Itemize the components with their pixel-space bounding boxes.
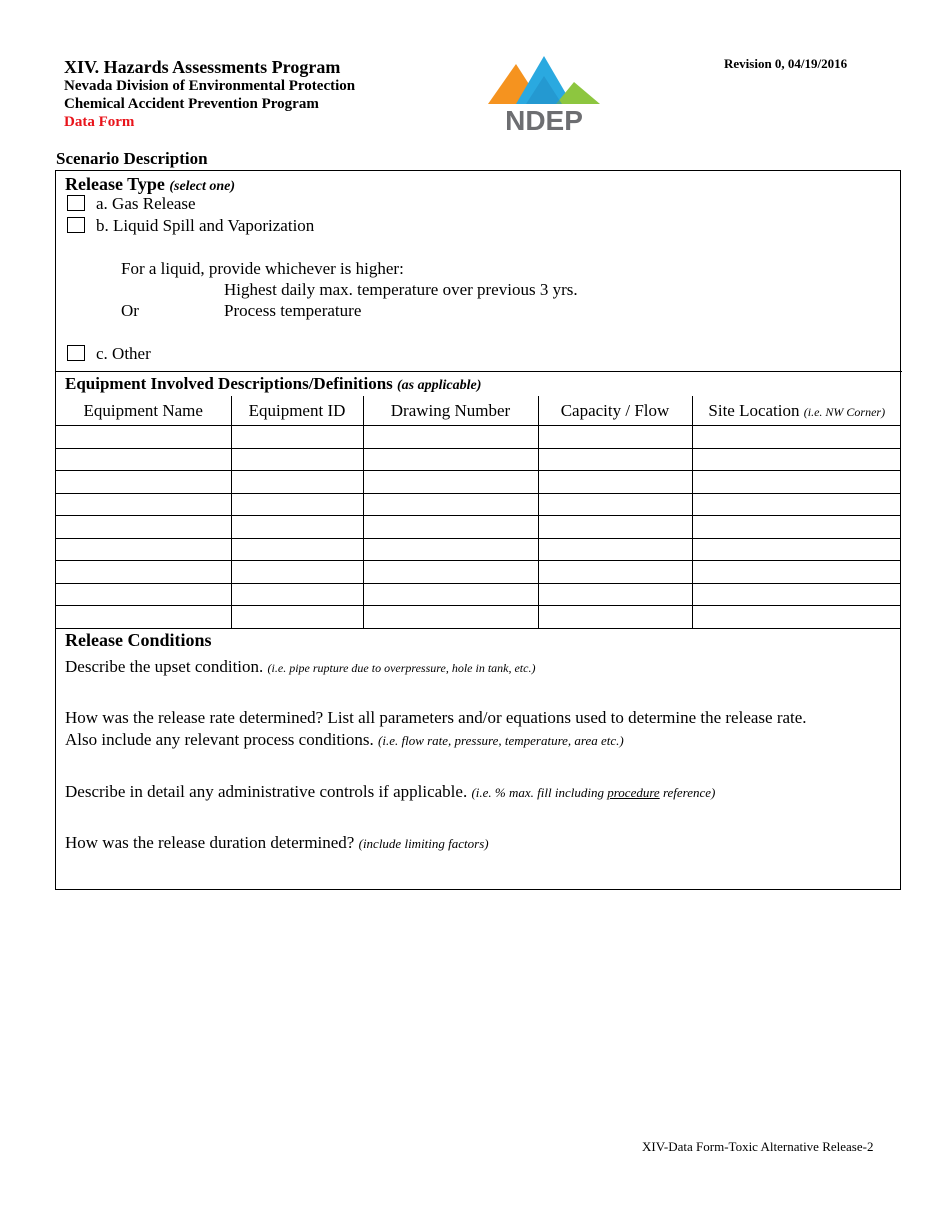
ndep-logo <box>486 54 602 134</box>
division-name: Nevada Division of Environmental Protection <box>64 78 356 94</box>
table-cell[interactable] <box>231 516 363 539</box>
release-rate-question-line2: Also include any relevant process conditions. (i.e. flow rate, pressure, temperature, area etc.) <box>65 730 624 749</box>
table-cell[interactable] <box>538 606 692 629</box>
other-checkbox[interactable] <box>67 345 85 361</box>
gas-release-label: a. Gas Release <box>96 194 196 213</box>
table-row <box>56 606 901 629</box>
gas-release-checkbox[interactable] <box>67 195 85 211</box>
table-cell[interactable] <box>231 426 363 449</box>
col-equipment-id: Equipment ID <box>231 396 363 426</box>
equipment-heading: Equipment Involved Descriptions/Definitions (as applicable) <box>65 374 482 393</box>
table-cell[interactable] <box>538 493 692 516</box>
table-cell[interactable] <box>231 583 363 606</box>
table-cell[interactable] <box>692 426 901 449</box>
table-cell[interactable] <box>231 538 363 561</box>
table-cell[interactable] <box>363 583 538 606</box>
liquid-spill-label: b. Liquid Spill and Vaporization <box>96 216 315 235</box>
table-cell[interactable] <box>363 426 538 449</box>
table-row <box>56 448 901 471</box>
table-row <box>56 426 901 449</box>
table-row <box>56 516 901 539</box>
table-cell[interactable] <box>538 583 692 606</box>
liquid-option-process-temp: Process temperature <box>224 301 362 320</box>
program-name: Chemical Accident Prevention Program <box>64 96 319 112</box>
revision-label: Revision 0, 04/19/2016 <box>724 56 848 71</box>
col-drawing-number: Drawing Number <box>363 396 538 426</box>
release-conditions-heading: Release Conditions <box>65 630 212 650</box>
logo-text: NDEP <box>505 105 583 134</box>
table-cell[interactable] <box>231 471 363 494</box>
release-type-heading: Release Type (select one) <box>65 174 236 194</box>
table-cell[interactable] <box>56 516 231 539</box>
table-cell[interactable] <box>56 493 231 516</box>
table-cell[interactable] <box>538 448 692 471</box>
table-cell[interactable] <box>231 606 363 629</box>
liquid-intro-text: For a liquid, provide whichever is higher: <box>121 259 404 278</box>
table-cell[interactable] <box>363 493 538 516</box>
table-row <box>56 561 901 584</box>
table-cell[interactable] <box>363 561 538 584</box>
table-cell[interactable] <box>56 471 231 494</box>
table-cell[interactable] <box>56 538 231 561</box>
table-row <box>56 583 901 606</box>
equipment-table <box>56 396 901 629</box>
program-title: XIV. Hazards Assessments Program <box>64 57 341 77</box>
table-row <box>56 538 901 561</box>
table-cell[interactable] <box>692 471 901 494</box>
liquid-option-max-temp: Highest daily max. temperature over previous 3 yrs. <box>224 280 578 299</box>
release-duration-question: How was the release duration determined? (include limiting factors) <box>65 833 489 852</box>
scenario-title: Scenario Description <box>56 149 208 168</box>
table-cell[interactable] <box>692 516 901 539</box>
col-site-location: Site Location (i.e. NW Corner) <box>692 396 901 426</box>
admin-controls-question: Describe in detail any administrative controls if applicable. (i.e. % max. fill including procedure reference) <box>65 782 716 801</box>
table-cell[interactable] <box>363 471 538 494</box>
table-cell[interactable] <box>692 606 901 629</box>
col-equipment-name: Equipment Name <box>56 396 231 426</box>
table-cell[interactable] <box>56 561 231 584</box>
table-cell[interactable] <box>538 561 692 584</box>
page-footer: XIV-Data Form-Toxic Alternative Release-2 <box>642 1139 874 1154</box>
table-cell[interactable] <box>363 516 538 539</box>
mountains-logo-icon <box>486 54 602 134</box>
table-cell[interactable] <box>56 448 231 471</box>
table-cell[interactable] <box>231 561 363 584</box>
table-cell[interactable] <box>363 538 538 561</box>
form-type-label: Data Form <box>64 114 135 130</box>
table-cell[interactable] <box>363 606 538 629</box>
table-cell[interactable] <box>363 448 538 471</box>
table-cell[interactable] <box>231 448 363 471</box>
col-capacity-flow: Capacity / Flow <box>538 396 692 426</box>
release-rate-question-line1: How was the release rate determined? List all parameters and/or equations used to determine the release rate. <box>65 708 807 727</box>
other-label: c. Other <box>96 344 151 363</box>
table-row <box>56 493 901 516</box>
table-header-row <box>56 396 901 426</box>
table-row <box>56 471 901 494</box>
section-divider <box>56 371 902 372</box>
table-cell[interactable] <box>56 583 231 606</box>
table-cell[interactable] <box>692 561 901 584</box>
table-cell[interactable] <box>538 426 692 449</box>
or-label: Or <box>121 301 139 320</box>
scenario-form <box>55 170 901 890</box>
table-cell[interactable] <box>538 538 692 561</box>
table-cell[interactable] <box>538 516 692 539</box>
liquid-spill-checkbox[interactable] <box>67 217 85 233</box>
upset-condition-question: Describe the upset condition. (i.e. pipe rupture due to overpressure, hole in tank, etc.) <box>65 657 536 676</box>
table-cell[interactable] <box>56 606 231 629</box>
table-cell[interactable] <box>692 493 901 516</box>
table-cell[interactable] <box>231 493 363 516</box>
table-cell[interactable] <box>692 448 901 471</box>
table-cell[interactable] <box>538 471 692 494</box>
table-cell[interactable] <box>692 538 901 561</box>
table-cell[interactable] <box>692 583 901 606</box>
table-cell[interactable] <box>56 426 231 449</box>
